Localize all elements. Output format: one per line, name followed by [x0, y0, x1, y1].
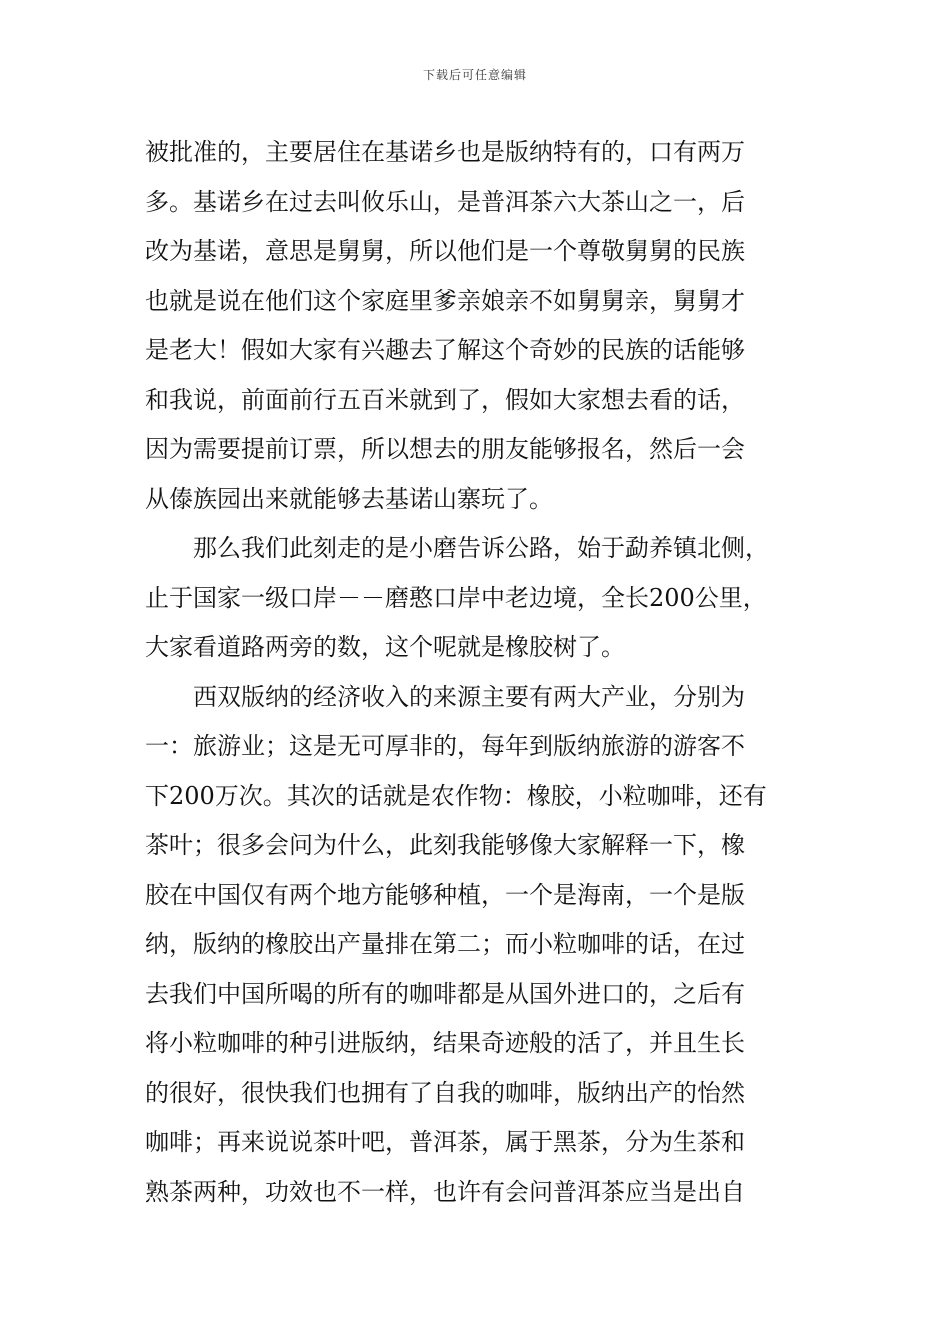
text-line: 从傣族园出来就能够去基诺山寨玩了。 [145, 484, 553, 513]
text-line: 咖啡；再来说说茶叶吧，普洱茶，属于黑茶，分为生茶和 [145, 1128, 745, 1156]
text-line: 下200万次。其次的话就是农作物：橡胶，小粒咖啡，还有 [145, 781, 767, 810]
text-line: 是老大！假如大家有兴趣去了解这个奇妙的民族的话能够 [145, 336, 745, 364]
paragraph-1 [145, 128, 815, 524]
text-line: 纳，版纳的橡胶出产量排在第二；而小粒咖啡的话，在过 [145, 930, 745, 958]
text-line: 茶叶；很多会问为什么，此刻我能够像大家解释一下，橡 [145, 831, 745, 859]
text-line: 那么我们此刻走的是小磨告诉公路，始于勐养镇北侧， [145, 534, 769, 562]
document-body [145, 128, 815, 1217]
text-line: 被批准的，主要居住在基诺乡也是版纳特有的，口有两万 [145, 138, 745, 166]
text-line: 改为基诺，意思是舅舅，所以他们是一个尊敬舅舅的民族 [145, 237, 745, 265]
text-line: 将小粒咖啡的种引进版纳，结果奇迹般的活了，并且生长 [145, 1029, 745, 1057]
text-line: 和我说，前面前行五百米就到了，假如大家想去看的话， [145, 385, 745, 414]
text-line: 因为需要提前订票，所以想去的朋友能够报名，然后一会 [145, 435, 745, 463]
paragraph-3 [145, 673, 815, 1218]
page-header: 下载后可任意编辑 [422, 68, 527, 82]
text-line: 多。基诺乡在过去叫攸乐山，是普洱茶六大茶山之一，后 [145, 187, 745, 216]
text-line: 大家看道路两旁的数，这个呢就是橡胶树了。 [145, 633, 625, 661]
text-line: 西双版纳的经济收入的来源主要有两大产业，分别为 [145, 682, 745, 711]
text-line: 熟茶两种，功效也不一样，也许有会问普洱茶应当是出自 [145, 1177, 745, 1206]
text-line: 胶在中国仅有两个地方能够种植，一个是海南，一个是版 [145, 880, 745, 909]
text-line: 的很好，很快我们也拥有了自我的咖啡，版纳出产的怡然 [145, 1078, 745, 1107]
text-line: 一：旅游业；这是无可厚非的，每年到版纳旅游的游客不 [145, 732, 745, 760]
text-line: 止于国家一级口岸－－磨憨口岸中老边境，全长200公里， [145, 583, 767, 612]
paragraph-2 [145, 524, 815, 673]
text-line: 也就是说在他们这个家庭里爹亲娘亲不如舅舅亲，舅舅才 [145, 286, 745, 315]
text-line: 去我们中国所喝的所有的咖啡都是从国外进口的，之后有 [145, 979, 745, 1008]
